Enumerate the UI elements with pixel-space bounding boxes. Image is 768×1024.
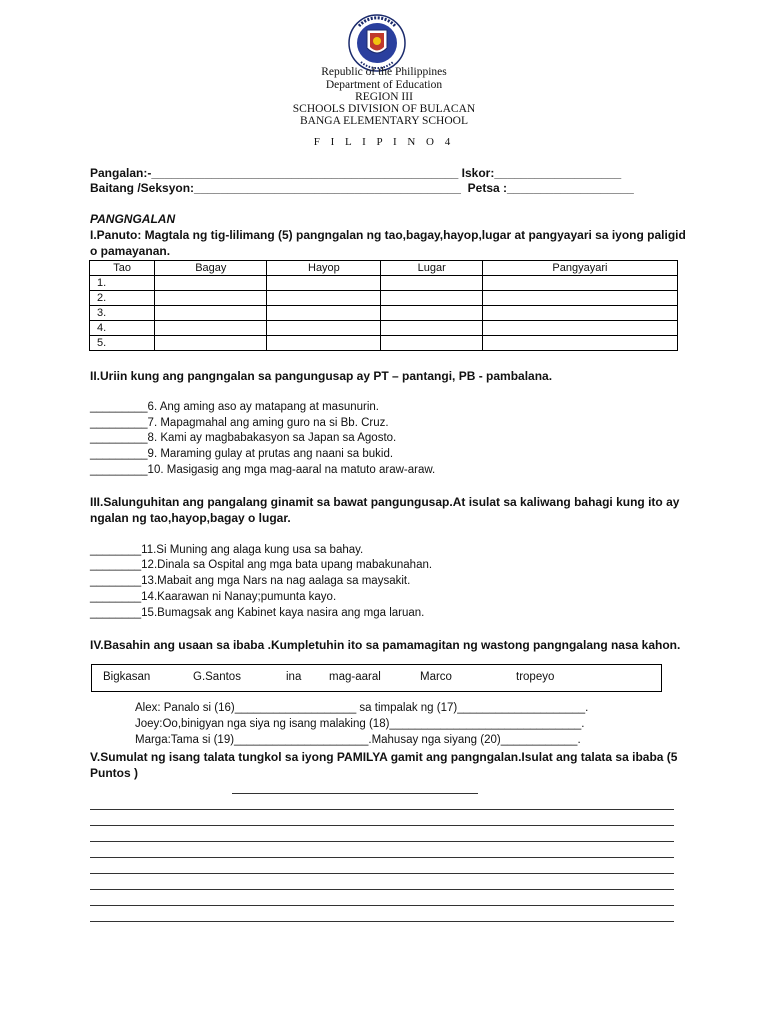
list-item[interactable]: _________8. Kami ay magbabakasyon sa Japan sa Agosto. [90, 432, 397, 444]
table-cell[interactable] [267, 291, 381, 306]
table-cell[interactable] [381, 336, 482, 351]
part5-instruction: V.Sumulat ng isang talata tungkol sa iyong PAMILYA gamit ang pangngalan.Isulat ang talata sa ibaba (5 Puntos ) [90, 750, 678, 780]
row-number[interactable]: 1. [90, 276, 155, 291]
table-cell[interactable] [155, 276, 267, 291]
table-cell[interactable] [482, 321, 677, 336]
table-row [90, 321, 678, 336]
list-item[interactable]: ________15.Bumagsak ang Kabinet kaya nasira ang mga laruan. [90, 607, 425, 619]
row-number[interactable]: 4. [90, 321, 155, 336]
writing-line[interactable] [90, 921, 674, 922]
table-cell[interactable] [267, 306, 381, 321]
part1-instruction: I.Panuto: Magtala ng tig-lilimang (5) pangngalan ng tao,bagay,hayop,lugar at pangyayari sa iyong paligid o pamayanan. [90, 228, 686, 258]
header-region: REGION III [355, 91, 413, 103]
table-cell[interactable] [482, 336, 677, 351]
table-cell[interactable] [155, 306, 267, 321]
table-cell[interactable] [267, 336, 381, 351]
name-score-line[interactable]: Pangalan:-______________________________________________ Iskor:___________________ [90, 166, 622, 180]
word-choice: ina [286, 671, 302, 683]
word-choice: G.Santos [193, 671, 241, 683]
dialogue-line[interactable]: Alex: Panalo si (16)___________________ sa timpalak ng (17)____________________. [135, 702, 589, 714]
list-item[interactable]: ________12.Dinala sa Ospital ang mga bata upang mabakunahan. [90, 559, 433, 571]
section-title: PANGNGALAN [90, 212, 176, 226]
grade-date-line[interactable]: Baitang /Seksyon:________________________________________ Petsa :___________________ [90, 181, 634, 195]
list-item[interactable]: ________11.Si Muning ang alaga kung usa sa bahay. [90, 544, 364, 556]
noun-table [89, 260, 678, 351]
writing-line[interactable] [90, 905, 674, 906]
writing-line[interactable] [90, 873, 674, 874]
table-cell[interactable] [155, 291, 267, 306]
row-number[interactable]: 3. [90, 306, 155, 321]
table-cell[interactable] [381, 291, 482, 306]
table-cell[interactable] [267, 276, 381, 291]
table-cell[interactable] [381, 321, 482, 336]
table-cell[interactable] [381, 276, 482, 291]
list-item[interactable]: _________6. Ang aming aso ay matapang at masunurin. [90, 401, 379, 413]
table-row [90, 336, 678, 351]
table-cell[interactable] [155, 336, 267, 351]
table-cell[interactable] [381, 306, 482, 321]
deped-seal-icon [334, 14, 420, 72]
column-header: Bagay [155, 261, 267, 276]
table-row [90, 306, 678, 321]
table-cell[interactable] [155, 321, 267, 336]
part2-instruction: II.Uriin kung ang pangngalan sa pangungusap ay PT – pantangi, PB - pambalana. [90, 369, 553, 383]
column-header: Tao [90, 261, 155, 276]
table-cell[interactable] [482, 276, 677, 291]
header-republic: Republic of the Philippines [321, 66, 447, 78]
table-cell[interactable] [482, 306, 677, 321]
row-number[interactable]: 5. [90, 336, 155, 351]
header-division: SCHOOLS DIVISION OF BULACAN [292, 103, 476, 115]
list-item[interactable]: _________7. Mapagmahal ang aming guro na si Bb. Cruz. [90, 417, 389, 429]
table-cell[interactable] [267, 321, 381, 336]
writing-line[interactable] [90, 841, 674, 842]
part4-instruction: IV.Basahin ang usaan sa ibaba .Kumpletuhin ito sa pamamagitan ng wastong pangngalang nasa kahon. [90, 638, 681, 652]
dialogue-line[interactable]: Joey:Oo,binigyan nga siya ng isang malaking (18)______________________________. [135, 718, 585, 730]
table-row [90, 276, 678, 291]
word-choice: Marco [420, 671, 452, 683]
table-cell[interactable] [482, 291, 677, 306]
subject-title: F I L I P I N O 4 [313, 136, 455, 148]
writing-line[interactable] [90, 857, 674, 858]
writing-line[interactable] [90, 889, 674, 890]
header-school: BANGA ELEMENTARY SCHOOL [300, 115, 468, 127]
column-header: Pangyayari [482, 261, 677, 276]
writing-line[interactable] [90, 825, 674, 826]
table-row [90, 291, 678, 306]
word-choice: tropeyo [516, 671, 555, 683]
list-item[interactable]: ________13.Mabait ang mga Nars na nag aalaga sa maysakit. [90, 575, 411, 587]
title-line[interactable] [232, 793, 478, 794]
list-item[interactable]: _________9. Maraming gulay at prutas ang naani sa bukid. [90, 448, 394, 460]
row-number[interactable]: 2. [90, 291, 155, 306]
column-header: Hayop [267, 261, 381, 276]
word-choice: Bigkasan [103, 671, 151, 683]
word-choice: mag-aaral [329, 671, 381, 683]
table-header-row [90, 261, 678, 276]
writing-line[interactable] [90, 809, 674, 810]
list-item[interactable]: ________14.Kaarawan ni Nanay;pumunta kayo. [90, 591, 337, 603]
dialogue-line[interactable]: Marga:Tama si (19)_____________________.Mahusay nga siyang (20)____________. [135, 734, 581, 746]
header-department: Department of Education [325, 79, 443, 91]
list-item[interactable]: _________10. Masigasig ang mga mag-aaral na matuto araw-araw. [90, 464, 436, 476]
column-header: Lugar [381, 261, 482, 276]
word-box [91, 664, 662, 692]
part3-instruction: III.Salunguhitan ang pangalang ginamit sa bawat pangungusap.At isulat sa kaliwang bahagi kung ito ay ngalan ng tao,hayop,bagay o lugar. [90, 495, 680, 525]
